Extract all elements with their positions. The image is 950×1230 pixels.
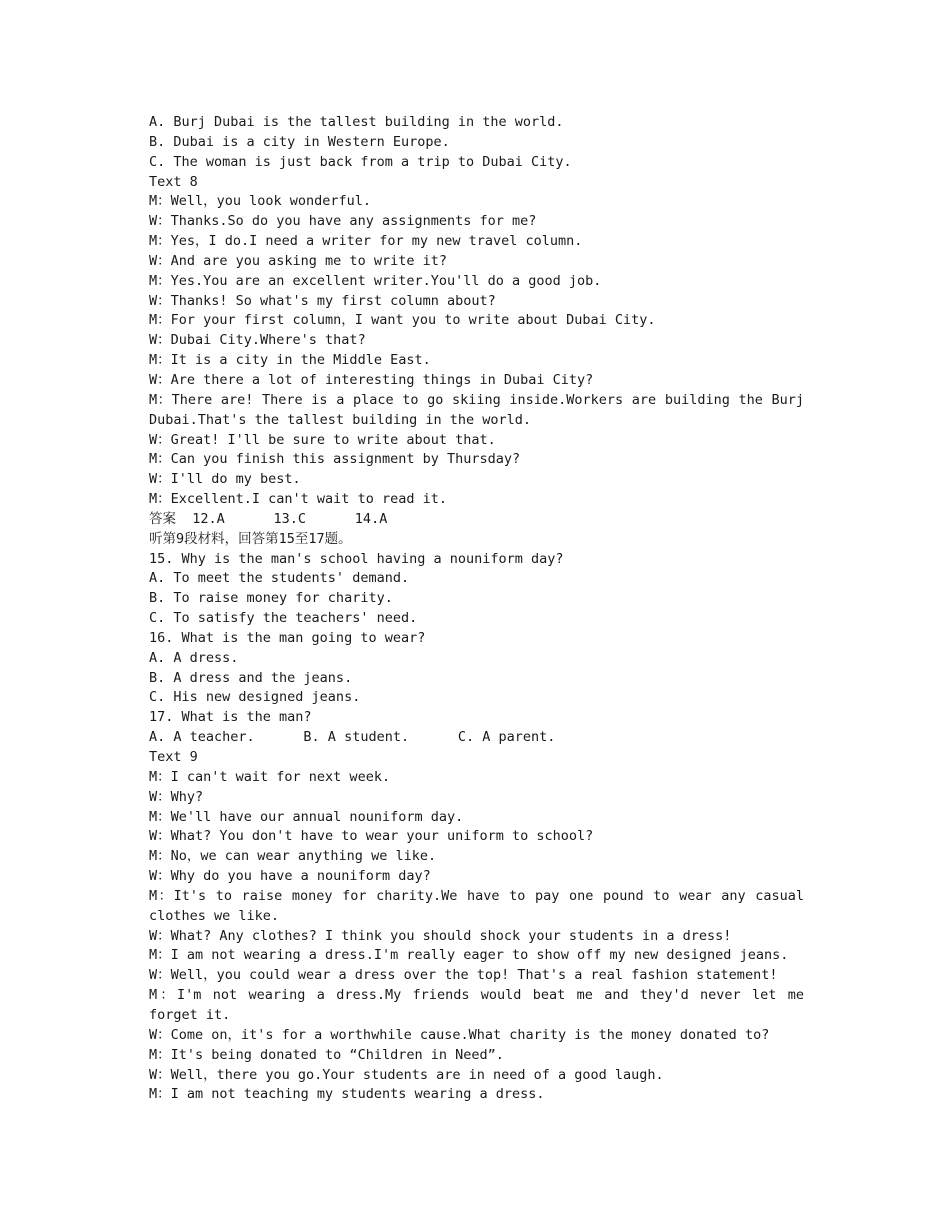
option-line: C. His new designed jeans.: [149, 689, 361, 706]
dialogue-line: M：It's being donated to “Children in Need”.: [149, 1046, 504, 1063]
dialogue-line: M：For your first column，I want you to write about Dubai City.: [149, 312, 656, 329]
question-line: 16. What is the man going to wear?: [149, 629, 426, 646]
dialogue-line: W：Why?: [149, 788, 204, 805]
section-heading: Text 8: [149, 173, 198, 190]
option-line: C. The woman is just back from a trip to Dubai City.: [149, 153, 572, 170]
dialogue-line: W：Thanks.So do you have any assignments for me?: [149, 213, 537, 230]
dialogue-line: M：Yes.You are an excellent writer.You'll do a good job.: [149, 272, 602, 289]
instruction-line: 听第9段材料，回答第15至17题。: [149, 530, 352, 547]
dialogue-line: M：Excellent.I can't wait to read it.: [149, 491, 447, 508]
dialogue-line: W：I'll do my best.: [149, 471, 301, 488]
option-line: A. Burj Dubai is the tallest building in the world.: [149, 114, 564, 130]
option-line: B. A dress and the jeans.: [149, 669, 353, 686]
dialogue-line: M：No，we can wear anything we like.: [149, 848, 437, 865]
question-line: 17. What is the man?: [149, 709, 312, 726]
dialogue-line: W：Why do you have a nouniform day?: [149, 868, 431, 885]
dialogue-line: M：I am not wearing a dress.I'm really eager to show off my new designed jeans.: [149, 947, 789, 964]
dialogue-line: M：It's to raise money for charity.We have to pay one pound to wear any casual clothes we like.: [149, 887, 813, 924]
dialogue-line: W：Great! I'll be sure to write about that.: [149, 431, 496, 448]
dialogue-line: M：We'll have our annual nouniform day.: [149, 808, 464, 825]
dialogue-line: M：Can you finish this assignment by Thursday?: [149, 451, 521, 468]
question-line: 15. Why is the man's school having a nouniform day?: [149, 550, 564, 567]
dialogue-line: M：Yes，I do.I need a writer for my new travel column.: [149, 233, 583, 250]
document-body: [149, 113, 813, 1105]
dialogue-line: W：Come on，it's for a worthwhile cause.What charity is the money donated to?: [149, 1026, 770, 1043]
dialogue-line: M：I can't wait for next week.: [149, 768, 391, 785]
dialogue-line: W：And are you asking me to write it?: [149, 252, 447, 269]
dialogue-line: M：Well，you look wonderful.: [149, 193, 372, 210]
dialogue-line: M：It is a city in the Middle East.: [149, 352, 431, 369]
option-line: B. To raise money for charity.: [149, 590, 393, 607]
option-line: A. To meet the students' demand.: [149, 570, 410, 587]
dialogue-line: W：Thanks! So what's my first column about?: [149, 292, 496, 309]
dialogue-line: W：Well，there you go.Your students are in need of a good laugh.: [149, 1066, 664, 1083]
option-line: B. Dubai is a city in Western Europe.: [149, 133, 450, 150]
option-line: A. A dress.: [149, 649, 239, 666]
dialogue-line: M：I am not teaching my students wearing a dress.: [149, 1086, 545, 1103]
dialogue-line: W：Dubai City.Where's that?: [149, 332, 366, 349]
option-line: C. To satisfy the teachers' need.: [149, 610, 418, 627]
dialogue-line: W：Well，you could wear a dress over the top! That's a real fashion statement!: [149, 967, 778, 984]
dialogue-line: W：What? You don't have to wear your uniform to school?: [149, 828, 594, 845]
section-heading: Text 9: [149, 749, 198, 765]
dialogue-line: M：There are! There is a place to go skiing inside.Workers are building the Burj Dubai.That's the tallest building in the world.: [149, 391, 813, 428]
option-line: A. A teacher. B. A student. C. A parent.: [149, 729, 556, 746]
dialogue-line: M：I'm not wearing a dress.My friends would beat me and they'd never let me forget it.: [149, 987, 813, 1023]
answer-key: 答案 12.A 13.C 14.A: [149, 510, 388, 527]
dialogue-line: W：Are there a lot of interesting things in Dubai City?: [149, 371, 594, 388]
dialogue-line: W：What? Any clothes? I think you should shock your students in a dress!: [149, 927, 732, 944]
